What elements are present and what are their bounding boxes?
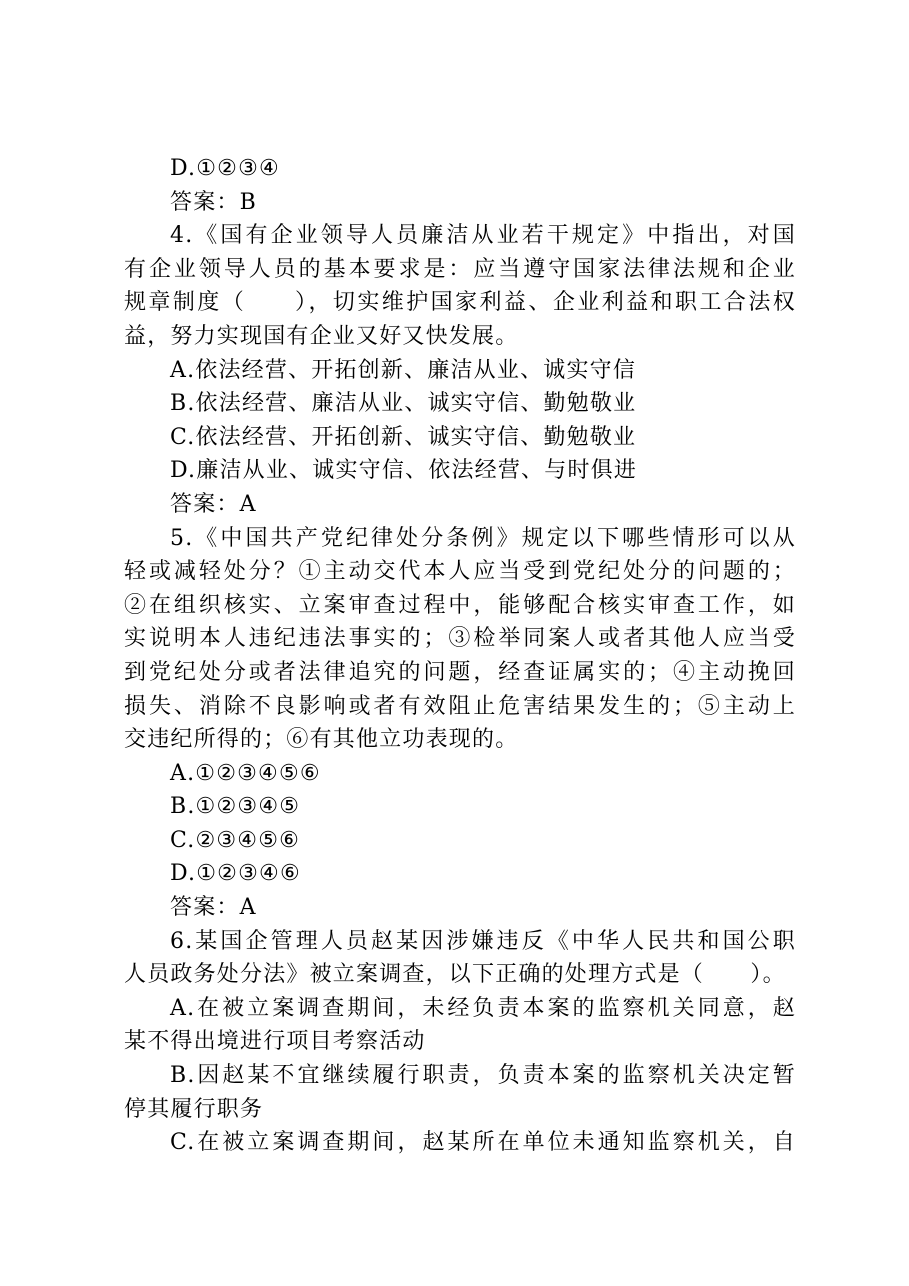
q5-stem-line: ②在组织核实、立案审查过程中，能够配合核实审查工作，如: [124, 592, 796, 618]
q5-stem-line: 交违纪所得的；⑥有其他立功表现的。: [124, 727, 519, 753]
q4-option-a: A.依法经营、开拓创新、廉洁从业、诚实守信: [170, 357, 637, 383]
q5-option-a: A.①②③④⑤⑥: [170, 760, 321, 786]
q6-option-a-line: A.在被立案调查期间，未经负责本案的监察机关同意，赵: [170, 995, 796, 1021]
q5-stem-line: 5.《中国共产党纪律处分条例》规定以下哪些情形可以从: [170, 525, 796, 551]
q6-option-a-line: 某不得出境进行项目考察活动: [124, 1029, 426, 1055]
q4-option-d: D.廉洁从业、诚实守信、依法经营、与时俱进: [170, 458, 638, 484]
q5-option-c: C.②③④⑤⑥: [170, 827, 301, 853]
q5-stem-line: 到党纪处分或者法律追究的问题，经查证属实的；④主动挽回: [124, 659, 796, 685]
q5-answer: 答案：A: [170, 895, 257, 921]
q5-option-d: D.①②③④⑥: [170, 861, 301, 887]
q4-answer: 答案：A: [170, 491, 257, 517]
q5-stem-line: 损失、消除不良影响或者有效阻止危害结果发生的；⑤主动上: [124, 693, 796, 719]
q5-stem-line: 实说明本人违纪违法事实的；③检举同案人或者其他人应当受: [124, 626, 796, 652]
q4-stem-line: 有企业领导人员的基本要求是：应当遵守国家法律法规和企业: [124, 256, 796, 282]
q6-option-b-line: 停其履行职务: [124, 1096, 264, 1122]
q6-option-b-line: B.因赵某不宜继续履行职责，负责本案的监察机关决定暂: [170, 1063, 796, 1089]
q4-stem-line: 益，努力实现国有企业又好又快发展。: [124, 323, 519, 349]
q3-option-d: D.①②③④: [170, 156, 280, 181]
q4-stem-line: 4.《国有企业领导人员廉洁从业若干规定》中指出，对国: [170, 223, 796, 249]
q6-stem-line: 6.某国企管理人员赵某因涉嫌违反《中华人民共和国公职: [170, 928, 796, 954]
q5-stem-line: 轻或减轻处分？①主动交代本人应当受到党纪处分的问题的；: [124, 559, 796, 585]
q6-stem-line: 人员政务处分法》被立案调查，以下正确的处理方式是（ ）。: [124, 962, 786, 988]
q6-option-c-line: C.在被立案调查期间，赵某所在单位未通知监察机关，自: [170, 1130, 796, 1156]
q4-stem-line: 规章制度（ ），切实维护国家利益、企业利益和职工合法权: [124, 290, 796, 316]
q4-option-b: B.依法经营、廉洁从业、诚实守信、勤勉敬业: [170, 391, 637, 417]
document-page: [124, 152, 796, 1160]
q5-option-b: B.①②③④⑤: [170, 794, 301, 820]
q4-option-c: C.依法经营、开拓创新、诚实守信、勤勉敬业: [170, 424, 637, 450]
q3-answer: 答案：B: [170, 189, 257, 215]
